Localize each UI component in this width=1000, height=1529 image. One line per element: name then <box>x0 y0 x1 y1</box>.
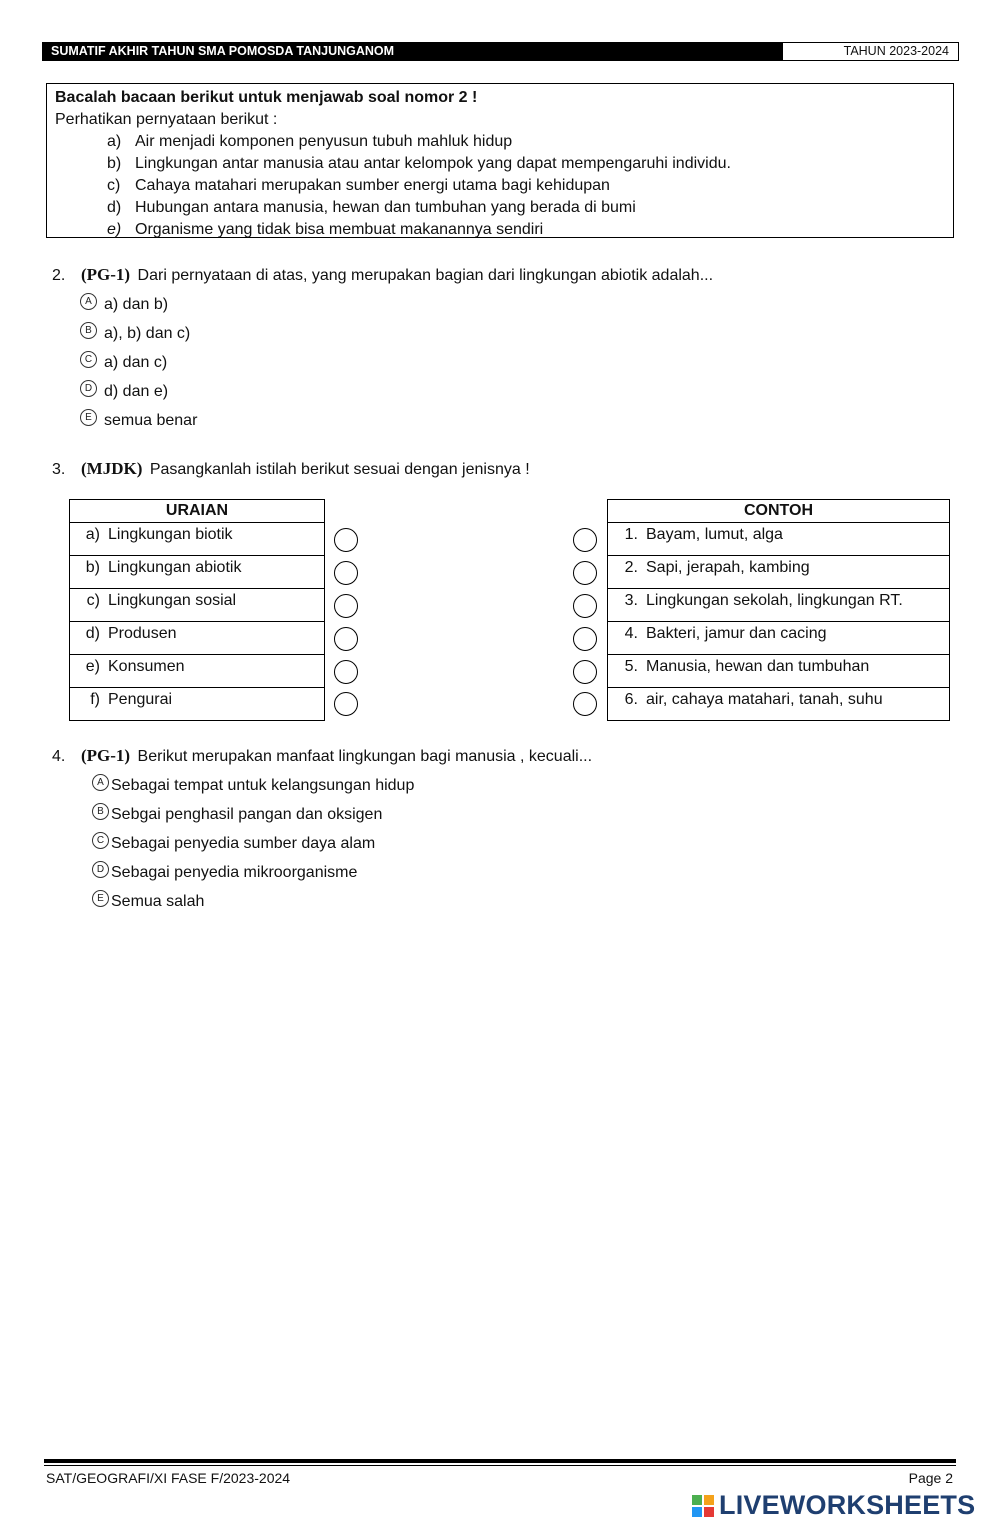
match-dot-left-a[interactable] <box>334 528 358 552</box>
uraian-table <box>69 499 325 721</box>
statement-e <box>55 219 953 241</box>
question-3 <box>52 457 530 482</box>
option-radio[interactable]: E <box>80 409 97 426</box>
contoh-header: CONTOH <box>608 500 950 523</box>
statement-label: b) <box>107 155 122 172</box>
contoh-row <box>608 688 950 721</box>
statement-label: d) <box>107 199 122 216</box>
option-text: Sebgai penghasil pangan dan oksigen <box>111 805 383 823</box>
reading-title: Bacalah bacaan berikut untuk menjawab soal nomor 2 ! <box>55 89 478 106</box>
row-label: 6. <box>624 691 638 708</box>
question-tag: (PG-1) <box>81 746 131 765</box>
uraian-row <box>70 589 325 622</box>
uraian-row <box>70 622 325 655</box>
statement-label: a) <box>107 133 122 150</box>
uraian-row <box>70 556 325 589</box>
question-number: 2. <box>52 267 66 284</box>
q2-option-c[interactable] <box>80 348 197 377</box>
row-text: air, cahaya matahari, tanah, suhu <box>646 691 883 708</box>
option-text: semua benar <box>104 411 198 429</box>
match-dot-right-5[interactable] <box>573 660 597 684</box>
option-text: Semua salah <box>111 892 205 910</box>
statement-d <box>55 197 953 219</box>
header-year: TAHUN 2023-2024 <box>843 44 949 58</box>
uraian-row <box>70 688 325 721</box>
question-text: Dari pernyataan di atas, yang merupakan bagian dari lingkungan abiotik adalah... <box>137 267 714 284</box>
row-text: Konsumen <box>108 658 185 675</box>
row-text: Lingkungan sekolah, lingkungan RT. <box>646 592 903 609</box>
q2-option-d[interactable] <box>80 377 197 406</box>
contoh-row <box>608 523 950 556</box>
reading-intro: Perhatikan pernyataan berikut : <box>55 111 278 128</box>
question-number: 3. <box>52 461 66 478</box>
option-text: a), b) dan c) <box>104 324 191 342</box>
uraian-header: URAIAN <box>70 500 325 523</box>
match-dot-left-d[interactable] <box>334 627 358 651</box>
row-label: 2. <box>624 559 638 576</box>
match-dot-left-b[interactable] <box>334 561 358 585</box>
footer-divider-thin <box>44 1465 956 1466</box>
match-dot-left-c[interactable] <box>334 594 358 618</box>
row-label: f) <box>90 691 100 708</box>
option-text: d) dan e) <box>104 382 169 400</box>
row-label: 5. <box>624 658 638 675</box>
match-dot-left-f[interactable] <box>334 692 358 716</box>
option-radio[interactable]: C <box>92 832 109 849</box>
question-text: Pasangkanlah istilah berikut sesuai dengan jenisnya ! <box>149 461 530 478</box>
question-tag: (PG-1) <box>81 265 131 284</box>
contoh-row <box>608 589 950 622</box>
statement-label: e) <box>107 221 122 238</box>
contoh-row <box>608 622 950 655</box>
row-label: 1. <box>624 526 638 543</box>
contoh-row <box>608 655 950 688</box>
option-radio[interactable]: D <box>80 380 97 397</box>
page-number: Page 2 <box>908 1470 953 1486</box>
reading-box <box>46 83 954 238</box>
statement-text: Lingkungan antar manusia atau antar kelompok yang dapat mempengaruhi individu. <box>135 155 731 172</box>
statement-b <box>55 153 953 175</box>
q2-option-e[interactable] <box>80 406 197 435</box>
uraian-row <box>70 523 325 556</box>
option-text: a) dan b) <box>104 295 169 313</box>
option-radio[interactable]: E <box>92 890 109 907</box>
row-label: 4. <box>624 625 638 642</box>
q4-option-e[interactable] <box>92 887 414 916</box>
row-text: Pengurai <box>108 691 173 708</box>
option-radio[interactable]: D <box>92 861 109 878</box>
liveworksheets-logo-icon <box>692 1495 714 1517</box>
row-text: Lingkungan biotik <box>108 526 233 543</box>
question-2 <box>52 263 713 288</box>
match-dot-right-3[interactable] <box>573 594 597 618</box>
row-text: Lingkungan sosial <box>108 592 237 609</box>
statement-a <box>55 131 953 153</box>
option-radio[interactable]: B <box>80 322 97 339</box>
row-text: Lingkungan abiotik <box>108 559 242 576</box>
row-label: b) <box>85 559 100 576</box>
row-text: Manusia, hewan dan tumbuhan <box>646 658 870 675</box>
q4-option-b[interactable] <box>92 800 414 829</box>
statement-label: c) <box>107 177 121 194</box>
footer-divider <box>44 1459 956 1463</box>
q4-option-c[interactable] <box>92 829 414 858</box>
match-dot-right-2[interactable] <box>573 561 597 585</box>
row-text: Bakteri, jamur dan cacing <box>646 625 827 642</box>
contoh-row <box>608 556 950 589</box>
q2-option-b[interactable] <box>80 319 197 348</box>
question-text: Berikut merupakan manfaat lingkungan bagi manusia , kecuali... <box>137 748 593 765</box>
option-text: a) dan c) <box>104 353 168 371</box>
match-dot-right-6[interactable] <box>573 692 597 716</box>
statement-text: Cahaya matahari merupakan sumber energi utama bagi kehidupan <box>135 177 610 194</box>
option-radio[interactable]: A <box>92 774 109 791</box>
contoh-table <box>607 499 950 721</box>
option-radio[interactable]: B <box>92 803 109 820</box>
brand-text: LIVEWORKSHEETS <box>719 1490 976 1520</box>
option-radio[interactable]: A <box>80 293 97 310</box>
q4-options <box>92 771 414 916</box>
row-label: a) <box>85 526 100 543</box>
uraian-row <box>70 655 325 688</box>
statement-text: Hubungan antara manusia, hewan dan tumbuhan yang berada di bumi <box>135 199 636 216</box>
page-header <box>42 42 959 61</box>
q4-option-d[interactable] <box>92 858 414 887</box>
question-number: 4. <box>52 748 66 765</box>
q4-option-a[interactable] <box>92 771 414 800</box>
option-text: Sebagai penyedia sumber daya alam <box>111 834 376 852</box>
statement-text: Organisme yang tidak bisa membuat makanannya sendiri <box>135 221 544 238</box>
row-text: Sapi, jerapah, kambing <box>646 559 810 576</box>
option-text: Sebagai tempat untuk kelangsungan hidup <box>111 776 415 794</box>
row-text: Produsen <box>108 625 177 642</box>
row-text: Bayam, lumut, alga <box>646 526 783 543</box>
q2-options <box>80 290 197 435</box>
row-label: c) <box>86 592 100 609</box>
match-dot-right-1[interactable] <box>573 528 597 552</box>
footer-code: SAT/GEOGRAFI/XI FASE F/2023-2024 <box>46 1470 291 1486</box>
question-tag: (MJDK) <box>81 459 143 478</box>
statement-text: Air menjadi komponen penyusun tubuh mahluk hidup <box>135 133 513 150</box>
brand-watermark <box>692 1490 975 1521</box>
statement-c <box>55 175 953 197</box>
option-radio[interactable]: C <box>80 351 97 368</box>
q2-option-a[interactable] <box>80 290 197 319</box>
match-dot-right-4[interactable] <box>573 627 597 651</box>
row-label: e) <box>85 658 100 675</box>
row-label: d) <box>85 625 100 642</box>
match-dot-left-e[interactable] <box>334 660 358 684</box>
option-text: Sebagai penyedia mikroorganisme <box>111 863 358 881</box>
question-4 <box>52 744 592 769</box>
row-label: 3. <box>624 592 638 609</box>
header-title: SUMATIF AKHIR TAHUN SMA POMOSDA TANJUNGANOM <box>43 43 783 60</box>
